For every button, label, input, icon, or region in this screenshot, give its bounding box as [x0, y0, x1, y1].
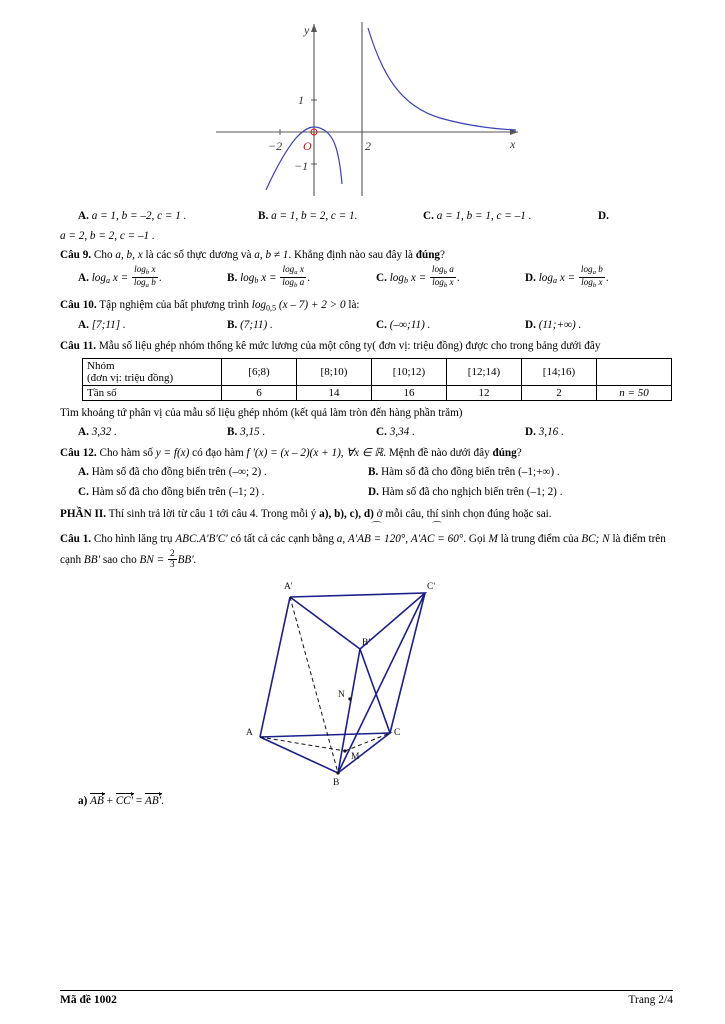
- item-a-vector-2: CC′: [115, 795, 134, 808]
- q11-option-b[interactable]: B. 3,15 .: [227, 426, 266, 439]
- q10-option-a[interactable]: A. [7;11] .: [78, 318, 126, 331]
- axis-x-label: x: [510, 137, 516, 151]
- item-a-vector-3: AB′: [144, 795, 162, 808]
- q10-option-d[interactable]: D. (11;+∞) .: [525, 318, 582, 331]
- figure-hyperbola-graph: [60, 14, 674, 206]
- grouped-data-table: [82, 358, 672, 401]
- q11-options-row: [78, 424, 674, 441]
- q11-stem: [60, 338, 674, 354]
- figure-prism: [60, 575, 674, 787]
- table-cell-freq-1: 14: [297, 385, 372, 400]
- q12-label: Câu 12.: [60, 446, 97, 459]
- q10-option-c[interactable]: C. (–∞;11) .: [376, 318, 431, 331]
- q9-option-a-lhs: log: [91, 272, 106, 285]
- p2q1-fraction: $\frac{2}{3}$: [169, 548, 175, 569]
- q8-option-c-letter: C.: [423, 210, 434, 222]
- prism-label-C: C: [394, 728, 401, 739]
- q10-option-b[interactable]: B. (7;11) .: [227, 318, 273, 331]
- q11-instruction: Tìm khoảng tứ phân vị của mẫu số liệu ghép nhóm (kết quả làm tròn đến hàng phần trăm): [60, 406, 463, 419]
- p2q1-item-a: a) AB + CC′ = AB′.: [78, 795, 164, 808]
- item-a-vector-1: AB: [90, 795, 104, 808]
- q9-option-d[interactable]: D. $\log_a x$ = $\frac{\log_a b}{\log_b x}$ .: [525, 263, 609, 289]
- p2q1-prism-name: ABC.A′B′C′: [175, 532, 228, 545]
- prism-label-B-prime: B': [362, 638, 371, 649]
- table-cell-freq-0: 6: [222, 385, 297, 400]
- q12-options-row-2: [78, 484, 674, 501]
- q9-option-a-letter: A.: [78, 272, 89, 285]
- table-cell-freq-2: 16: [372, 385, 447, 400]
- table-cell-freq-4: 2: [522, 385, 597, 400]
- p2q1-angle-2: A′AC = 60°: [410, 532, 464, 545]
- table-row-freqs: [83, 385, 672, 400]
- part2-bold-items: a), b), c), d): [319, 507, 374, 520]
- table-cell-group-3: [12;14): [447, 358, 522, 385]
- q12-option-c[interactable]: C. Hàm số đã cho đồng biến trên (–1; 2) .: [78, 485, 265, 498]
- q12-stem: Câu 12. Cho hàm số y = f(x) có đạo hàm f ′(x) = (x – 2)(x + 1), ∀x ∈ ℝ. Mệnh đề nào dưới đây đúng?: [60, 446, 522, 459]
- q11-option-d[interactable]: D. 3,16 .: [525, 426, 564, 439]
- table-cell-freq-3: 12: [447, 385, 522, 400]
- part2-label: PHẦN II.: [60, 507, 106, 520]
- q9-option-b-letter: B.: [227, 272, 238, 285]
- axis-y-label: y: [304, 23, 310, 37]
- q9-option-c[interactable]: C. $\log_b x$ = $\frac{\log_b a}{\log_b x}$ .: [376, 263, 460, 289]
- q10-stem-part2: là:: [345, 298, 360, 311]
- q9-label: Câu 9.: [60, 249, 92, 262]
- q8-option-c-text: a = 1, b = 1, c = –1 .: [436, 210, 532, 222]
- q9-option-a-den: log: [133, 276, 146, 287]
- table-label-nhom: Nhóm: [87, 359, 115, 372]
- footer-page-number: Trang 2/4: [628, 994, 673, 1006]
- table-cell-group-0: [6;8): [222, 358, 297, 385]
- prism-label-M: M: [351, 752, 360, 763]
- table-cell-total: n = 50: [597, 385, 672, 400]
- q8-option-a[interactable]: [78, 208, 258, 225]
- prism-label-N: N: [338, 690, 345, 701]
- q10-log: log: [251, 298, 267, 311]
- table-row-groups: [83, 358, 672, 385]
- q11-option-c[interactable]: C. 3,34 .: [376, 426, 415, 439]
- q9-stem-vars: a, b, x: [115, 249, 143, 262]
- q12-option-b[interactable]: B. Hàm số đã cho đồng biến trên (–1;+∞) .: [368, 466, 560, 479]
- q11-stem-text: Mẫu số liệu ghép nhóm thống kê mức lương của một công ty( đơn vị: triệu đồng) được cho trong bảng dưới đây: [98, 339, 601, 352]
- q9-stem-cond: a, b ≠ 1: [254, 249, 289, 262]
- q10-label: Câu 10.: [60, 298, 97, 311]
- q10-expr: (x – 7) + 2 > 0: [278, 298, 346, 311]
- tick-label-minus2: −2: [268, 139, 283, 153]
- q9-option-a-lhs-var: x =: [112, 272, 129, 285]
- page-footer: [60, 990, 673, 1006]
- q8-option-d[interactable]: [598, 208, 674, 225]
- q9-stem-part4: ?: [440, 249, 445, 262]
- tick-label-minus1: −1: [294, 159, 309, 173]
- q9-option-c-letter: C.: [376, 272, 387, 285]
- table-cell-empty: [597, 358, 672, 385]
- q9-option-b-fraction: $\frac{\log_a x}{\log_b a}$: [282, 263, 305, 289]
- q9-stem-part3: . Khẳng định nào sau đây là: [288, 249, 416, 262]
- table-cell-group-4: [14;16): [522, 358, 597, 385]
- q10-log-base: 0,5: [266, 303, 277, 313]
- q10-stem-part1: Tập nghiệm của bất phương trình: [99, 298, 252, 311]
- prism-label-A: A: [246, 728, 253, 739]
- q9-stem: [60, 247, 674, 263]
- graph-svg: [210, 14, 530, 204]
- q12-derivative: f ′(x) = (x – 2)(x + 1), ∀x ∈ ℝ: [246, 446, 384, 459]
- p2q1-stem: Câu 1. Cho hình lăng trụ ABC.A′B′C′ có tất cả các cạnh bằng a, ⌒ A′AB = 120°, ⌒ A′AC = 60°. Gọi M là trung điểm của BC; N là điểm trên cạnh BB′ sao cho BN = $\frac{2}{3}$ BB′.: [60, 525, 674, 572]
- q8-option-d-letter: D.: [598, 210, 609, 222]
- q9-option-c-fraction: $\frac{\log_b a}{\log_b x}$: [431, 263, 454, 289]
- q12-options-row-1: [78, 464, 674, 481]
- page-content: [60, 14, 674, 807]
- q8-options-row: [60, 208, 674, 225]
- q8-option-d-continued: [60, 228, 674, 244]
- q12-option-a[interactable]: A. Hàm số đã cho đồng biến trên (–∞; 2) .: [78, 466, 267, 479]
- q9-option-a-lhs-sub: a: [105, 276, 111, 286]
- q9-option-a-fraction: $\frac{\log_b x}{\log_a b}$: [133, 263, 156, 289]
- q8-option-b-text: a = 1, b = 2, c = 1.: [271, 210, 358, 222]
- q12-function: y = f(x): [155, 446, 190, 459]
- prism-svg: [220, 575, 520, 787]
- table-cell-group-label: [83, 358, 222, 385]
- p2q1-label: Câu 1.: [60, 532, 92, 545]
- q9-stem-part2: là các số thực dương và: [142, 249, 255, 262]
- table-cell-group-1: [8;10): [297, 358, 372, 385]
- table-cell-freq-label: Tần số: [83, 385, 222, 400]
- q10-options-row: [78, 317, 674, 334]
- q8-option-a-letter: A.: [78, 210, 89, 222]
- tick-label-2: 2: [365, 139, 371, 153]
- q11-label: Câu 11.: [60, 339, 97, 352]
- part2-heading: PHẦN II. Thí sinh trả lời từ câu 1 tới câu 4. Trong mỗi ý a), b), c), d) ở mỗi câu, thí sinh chọn đúng hoặc sai.: [60, 507, 552, 520]
- q8-option-a-text: a = 1, b = –2, c = 1 .: [91, 210, 187, 222]
- q8-option-c[interactable]: [423, 208, 598, 225]
- q9-option-d-fraction: $\frac{\log_a b}{\log_b x}$: [580, 263, 603, 289]
- q9-option-a[interactable]: A. $\log_a x$ = $\frac{\log_b x}{\log_a b}$ .: [78, 263, 162, 289]
- q9-options-row: [78, 263, 674, 291]
- table-label-unit: (đơn vị: triệu đồng): [87, 371, 174, 384]
- p2q1-angle-1: A′AB = 120°: [347, 532, 406, 545]
- prism-label-A-prime: A': [284, 582, 293, 593]
- tick-label-1: 1: [298, 93, 304, 107]
- prism-label-C-prime: C': [427, 582, 436, 593]
- q9-option-a-num: log: [134, 263, 146, 274]
- prism-label-B: B: [333, 778, 340, 788]
- footer-exam-code: Mã đề 1002: [60, 994, 117, 1006]
- q12-option-d[interactable]: D. Hàm số đã cho nghịch biến trên (–1; 2) .: [368, 485, 563, 498]
- q9-bold-word: đúng: [415, 249, 441, 262]
- table-cell-group-2: [10;12): [372, 358, 447, 385]
- q11-option-a[interactable]: A. 3,32 .: [78, 426, 117, 439]
- q10-stem: [60, 297, 674, 314]
- q8-option-d-text: a = 2, b = 2, c = –1 .: [60, 229, 155, 242]
- q8-option-b[interactable]: [258, 208, 423, 225]
- origin-label: O: [303, 139, 312, 153]
- q9-stem-part1: Cho: [93, 249, 116, 262]
- item-a-letter: a): [78, 795, 88, 808]
- q9-option-d-letter: D.: [525, 272, 536, 285]
- q8-option-b-letter: B.: [258, 210, 269, 222]
- q9-option-b[interactable]: B. $\log_b x$ = $\frac{\log_a x}{\log_b a}$ .: [227, 263, 311, 289]
